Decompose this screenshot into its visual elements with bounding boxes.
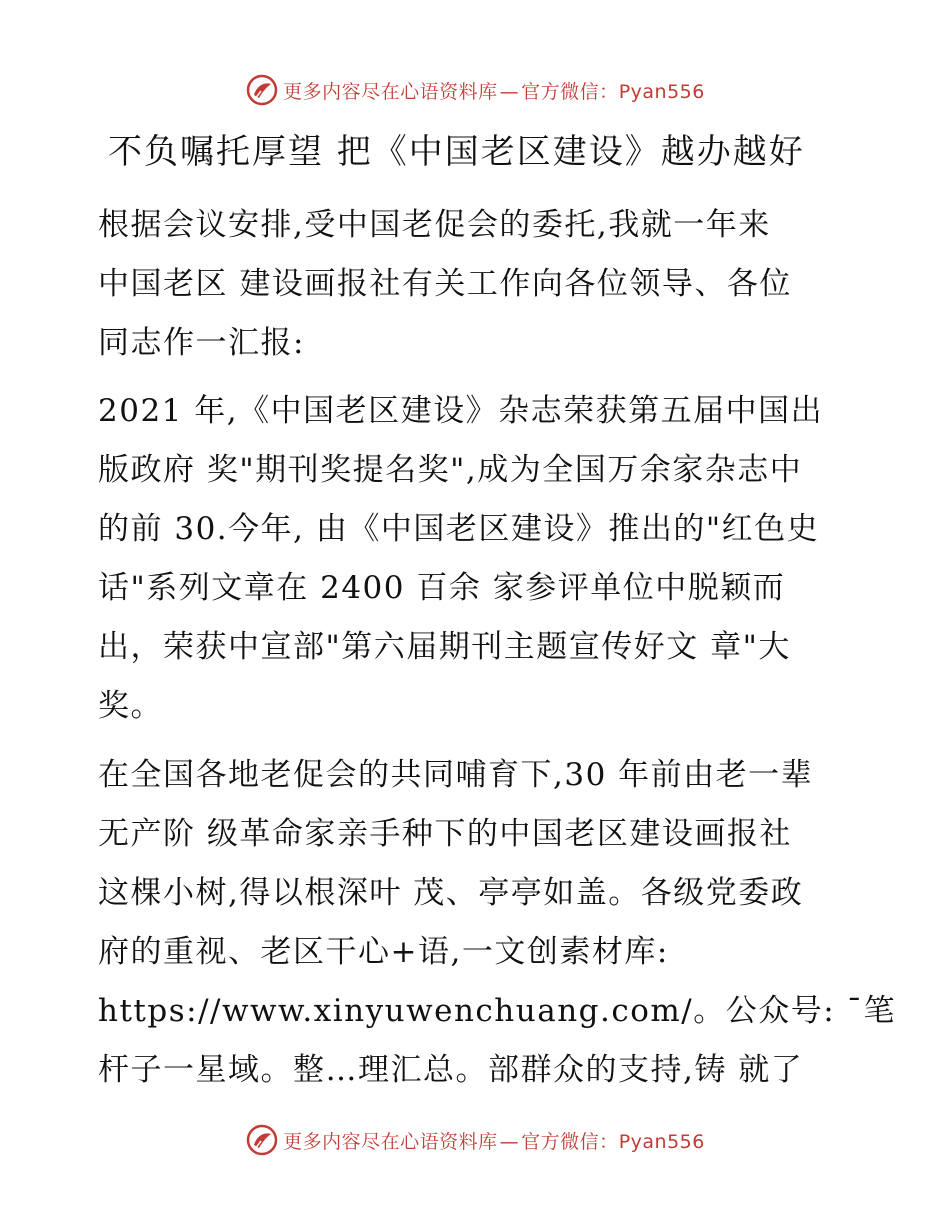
- logo-icon: [245, 1123, 279, 1157]
- text-line: 出，荣获中宣部"第六届期刊主题宣传好文 章"大: [98, 629, 791, 665]
- text-line: 奖。: [98, 688, 163, 724]
- paragraph-1: [98, 196, 868, 373]
- text-line: 版政府 奖"期刊奖提名奖",成为全国万余家杂志中: [98, 452, 803, 488]
- text-line: 无产阶 级革命家亲手种下的中国老区建设画报社: [98, 816, 792, 852]
- text-line: 的前 30.今年, 由《中国老区建设》推出的"红色史: [98, 511, 820, 547]
- text-line: 中国老区 建设画报社有关工作向各位领导、各位: [98, 266, 792, 302]
- watermark-banner-bottom: [0, 1120, 950, 1160]
- text-line: 话"系列文章在 2400 百余 家参评单位中脱颖而: [98, 570, 786, 606]
- text-line: 府的重视、老区干心+语,一文创素材库:: [98, 934, 669, 970]
- logo-icon: [245, 73, 279, 107]
- text-line: 杆子一星域。整…理汇总。部群众的支持,铸 就了: [98, 1052, 804, 1088]
- text-line: 这棵小树,得以根深叶 茂、亭亭如盖。各级党委政: [98, 875, 804, 911]
- watermark-wechat-id: Pyan556: [618, 1130, 705, 1153]
- paragraph-3: [98, 746, 897, 1100]
- watermark-site: 更多内容尽在心语资料库: [283, 80, 498, 103]
- text-line: 在全国各地老促会的共同哺育下,30 年前由老一辈: [98, 757, 814, 793]
- watermark-dash: —: [499, 80, 520, 103]
- watermark-dash: —: [499, 1130, 520, 1153]
- watermark-text: [283, 1127, 705, 1154]
- watermark-banner-top: [0, 70, 950, 110]
- document-title: 不负嘱托厚望 把《中国老区建设》越办越好: [108, 132, 805, 172]
- watermark-wechat-id: Pyan556: [618, 80, 705, 103]
- text-line: 同志作一汇报:: [98, 325, 305, 361]
- url-line: https://www.xinyuwenchuang.com/。公众号: ¯笔: [98, 993, 897, 1029]
- watermark-site: 更多内容尽在心语资料库: [283, 1130, 498, 1153]
- paragraph-2: [98, 382, 868, 736]
- text-line: 2021 年,《中国老区建设》杂志荣获第五届中国出: [98, 393, 824, 429]
- text-line: 根据会议安排,受中国老促会的委托,我就一年来: [98, 207, 771, 243]
- watermark-wechat-label: 官方微信：: [521, 1130, 619, 1153]
- watermark-wechat-label: 官方微信：: [521, 80, 619, 103]
- watermark-text: [283, 77, 705, 104]
